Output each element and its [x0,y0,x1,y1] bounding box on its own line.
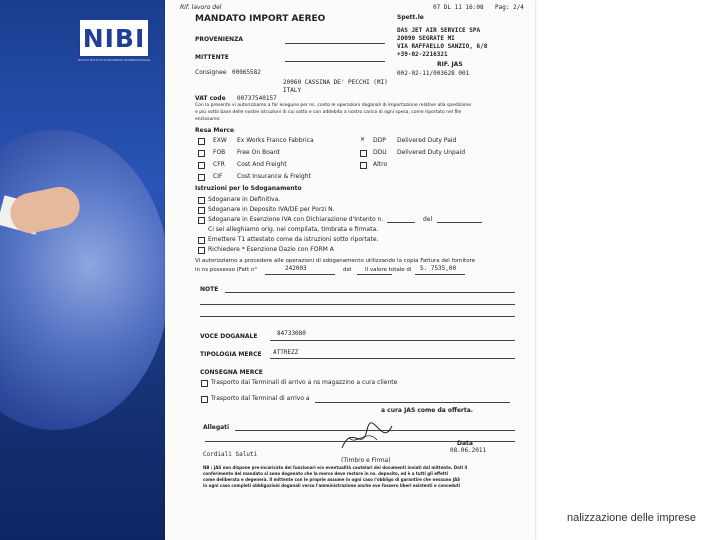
note-line [200,304,515,305]
istruzione-text: Emettere T1 attestato come da istruzioni sotto riportate. [208,236,379,243]
consignee-code: 00065582 [232,69,261,76]
consignee-address: ITALY [283,87,302,94]
checkbox-consegna[interactable] [201,396,208,403]
recipient-line: 20090 SEGRATE MI [397,35,455,42]
note-line [200,316,515,317]
vat-value: 00737540157 [237,95,277,102]
doc-fax-date: 07 DL 11 16:08 [433,4,484,11]
consegna-option: Trasporto dal Terminal di arrivo a [211,395,310,402]
resa-label: Ex Works Franco Fabbrica [237,137,314,144]
tipologia-label: TIPOLOGIA MERCE [200,351,262,358]
autorizzazione-valore-label: Il valore totale di [365,267,412,273]
resa-code: Altro [373,161,388,168]
provenienza-label: PROVENIENZA [195,36,244,43]
istruzione-text: Sdoganare in Deposito IVA/DE per Porzi N. [208,206,335,213]
autorizzazione-text: Vi autorizziamo a procedere alle operazioni di sdoganamento utilizzando la copia Fattura del fornitore [195,258,476,264]
resa-label: Free On Board [237,149,280,156]
logo-tagline: NUOVO ISTITUTO DI BUSINESS INTERNAZIONALE [78,58,150,62]
checkbox-cfr[interactable] [198,162,205,169]
resa-label: Delivered Duty Paid [397,137,457,144]
resa-label: Cost And Freight [237,161,287,168]
nb-line: NB : JAS non dispone pre-incaricato dei funzionari e/o eventualità cautelari dei documenti inviati dal mittente. Dati il [203,465,468,470]
istruzione-text: Richiedere * Esenzione Dazio con FORM A [208,246,334,253]
timbro-firma: (Timbro e Firma) [341,457,391,464]
intro-text: e più sotto base delle nostre istruzioni di cui sotto e con addebito a nostro carico di ogni spesa, come riportato nel file [195,110,462,115]
checkbox-istruzione[interactable] [198,247,205,254]
istruzioni-title: Istruzioni per lo Sdoganamento [195,185,302,192]
data-label: Data [457,440,473,447]
provenienza-line [285,43,385,44]
doc-page: Pag: 2/4 [495,4,524,11]
intro-text: Con la presente vi autorizziamo a far eseguire per ns. conto le operazioni doganali di importazione relative alla spedizione [195,103,471,108]
doc-handwritten-header: Rif. lavoro del [180,4,222,11]
resa-code: CIF [213,173,223,180]
resa-code: DDP [373,137,386,144]
fill-line [315,402,510,403]
recipient-line: DAS JET AIR SERVICE SPA [397,27,481,34]
checkbox-istruzione[interactable] [198,207,205,214]
data-value: 08.06.2011 [450,447,487,454]
footer-caption: nalizzazione delle imprese [567,512,697,524]
consignee-address: 20060 CASSINA DE' PECCHI (MI) [283,79,388,86]
nb-line: conferimento del mandato si sono dogenato che la merce deve restare in ns. deposito, ed è a tutti gli effetti [203,471,449,476]
consegna-title: CONSEGNA MERCE [200,369,263,376]
checkbox-fob[interactable] [198,150,205,157]
fill-line [415,274,465,275]
fill-line [270,358,515,359]
consignee-label: Consignee [195,69,227,76]
checkbox-exw[interactable] [198,138,205,145]
consegna-jas: a cura JAS come da offerta. [381,407,474,414]
resa-code: CFR [213,161,225,168]
istruzione-text: Sdoganare in Definitiva. [208,196,281,203]
voce-value: 84733080 [277,330,306,337]
resa-title: Resa Merce [195,127,235,134]
resa-label: Cost Insurance & Freight [237,173,311,180]
checkbox-consegna[interactable] [201,380,208,387]
valore-totale: S. 7535,00 [420,265,457,272]
istruzione-text: Sdoganare in Esenzione IVA con Dichiarazione d'Intento n. [208,216,384,223]
fattura-number: 242003 [285,265,307,272]
vat-label: VAT code [195,95,226,102]
nb-line: in ogni caso completi obbligazioni doganali verso l'amministrazione anche ove fossero liberi esistenti e conceduti [203,483,461,488]
fill-line [265,274,335,275]
resa-code: FOB [213,149,226,156]
checkbox-istruzione[interactable] [198,197,205,204]
fill-line [437,222,482,223]
intro-text: enclosures: [195,117,221,122]
consegna-option: Trasporto dai Terminali di arrivo a ns magazzino a cura cliente [211,379,398,386]
voce-label: VOCE DOGANALE [200,333,258,340]
doc-title: MANDATO IMPORT AEREO [195,14,326,24]
istruzione-del: del [423,216,433,223]
doc-spett: Spett.le [397,14,424,21]
allegati-label: Allegati [203,424,230,431]
checkbox-istruzione[interactable] [198,237,205,244]
rif-value: 002-02-11/003628 001 [397,70,470,77]
note-label: NOTE [200,286,219,293]
nibi-logo [78,18,150,58]
fill-line [357,274,392,275]
mittente-line [285,61,385,62]
rif-label: RIF. JAS [437,61,463,68]
fill-line [270,340,515,341]
checkbox-istruzione[interactable] [198,217,205,224]
istruzione-text: Ci sei alleghiamo orig. nei compilata, timbrata e firmata. [208,226,379,233]
checkbox-ddu[interactable] [360,150,367,157]
resa-label: Delivered Duty Unpaid [397,149,466,156]
signature-scribble [337,418,397,458]
resa-code: EXW [213,137,227,144]
recipient-line: +39-02-2216321 [397,51,448,58]
tipologia-value: ATTREZZ [273,349,299,356]
nb-line: come deliberata e degenerà. Il mittente con le proprie assume in ogni caso l'obbligo di garantire che nessuno JAS [203,477,461,482]
logo-text: NIBI [82,23,146,53]
checkbox-ddp-checked[interactable]: ✕ [360,136,366,143]
autorizzazione-del: del [343,267,352,273]
checkbox-cif[interactable] [198,174,205,181]
recipient-line: VIA RAFFAELLO SANZIO, 6/8 [397,43,488,50]
resa-code: DDU [373,149,387,156]
mittente-label: MITTENTE [195,54,229,61]
note-line [225,292,515,293]
autorizzazione-text: in ns possesso (Fatt n° [195,267,258,273]
checkbox-altro[interactable] [360,162,367,169]
scanned-document [165,0,535,540]
fill-line [387,222,415,223]
cordiali-saluti: Cordiali Saluti [203,451,258,458]
